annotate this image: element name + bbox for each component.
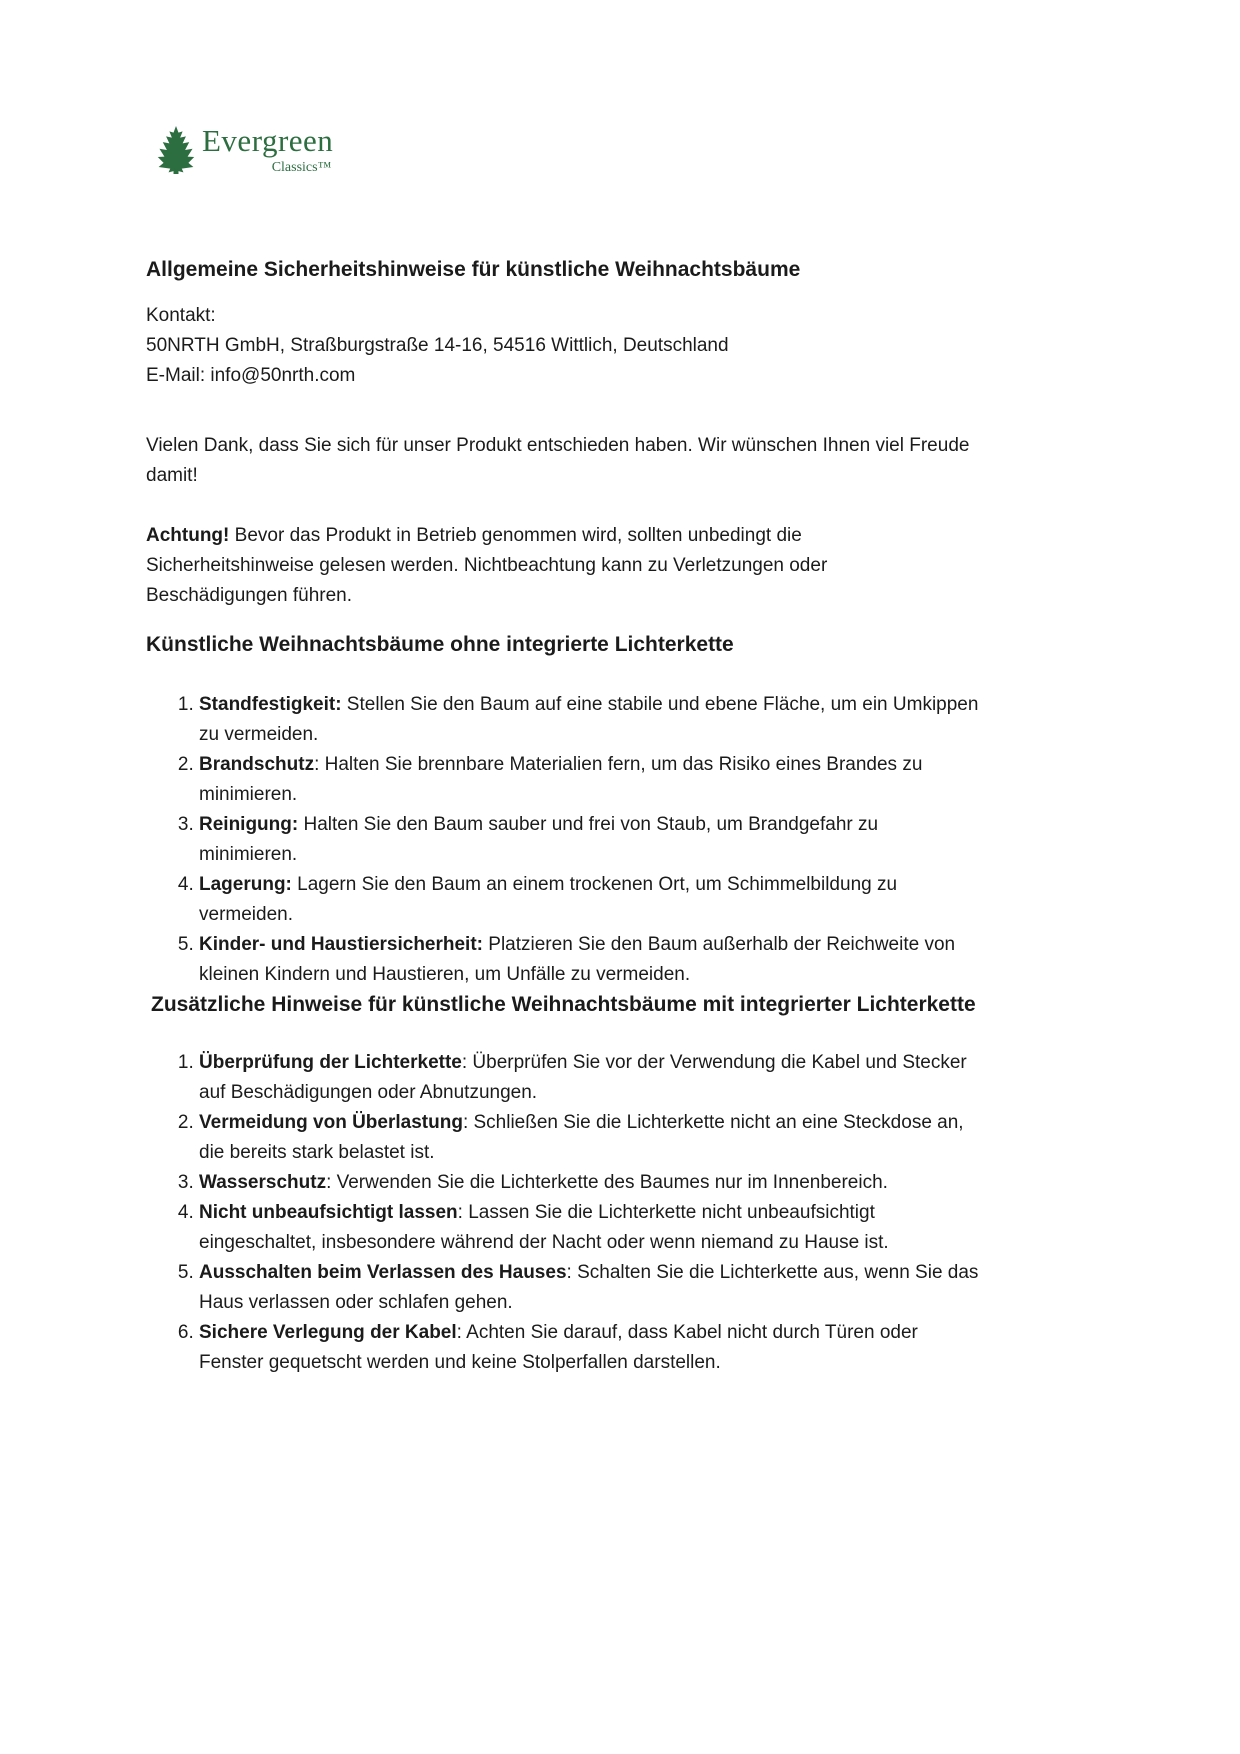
list-item (199, 870, 979, 930)
item-term: Sichere Verlegung der Kabel (199, 1322, 457, 1343)
item-term: Nicht unbeaufsichtigt lassen (199, 1202, 458, 1223)
brand-logo (146, 124, 1094, 177)
list-item (199, 1168, 979, 1198)
item-text: : Schließen Sie die Lichterkette nicht an eine Steckdose an, die bereits stark belastet ist. (199, 1112, 964, 1163)
list-item (199, 810, 979, 870)
item-term: Reinigung: (199, 814, 299, 835)
item-term: Lagerung: (199, 874, 292, 895)
safety-list-with-lights (146, 1048, 1094, 1378)
item-term: Brandschutz (199, 754, 315, 775)
item-text: : Achten Sie darauf, dass Kabel nicht durch Türen oder Fenster gequetscht werden und keine Stolperfallen darstellen. (199, 1322, 918, 1373)
item-term: Überprüfung der Lichterkette (199, 1052, 462, 1073)
item-term: Wasserschutz (199, 1172, 327, 1193)
section-heading-without-lights: Künstliche Weihnachtsbäume ohne integrierte Lichterkette (146, 633, 734, 656)
brand-name: Evergreen (202, 123, 334, 158)
contact-block (146, 301, 1094, 391)
list-item (199, 1318, 979, 1378)
list-item (199, 690, 979, 750)
item-text: : Verwenden Sie die Lichterkette des Baumes nur im Innenbereich. (326, 1172, 888, 1193)
item-text: : Überprüfen Sie vor der Verwendung die Kabel und Stecker auf Beschädigungen oder Abnutzungen. (199, 1052, 967, 1103)
item-text: : Schalten Sie die Lichterkette aus, wenn Sie das Haus verlassen oder schlafen gehen. (199, 1262, 979, 1313)
brand-subtitle: Classics™ (271, 160, 332, 175)
warning-text: Bevor das Produkt in Betrieb genommen wird, sollten unbedingt die Sicherheitshinweise gelesen werden. Nichtbeachtung kann zu Verletzungen oder Beschädigungen führen. (146, 525, 828, 606)
brand-wordmark (202, 124, 333, 175)
warning-paragraph (146, 521, 946, 611)
list-item (199, 1108, 979, 1168)
list-item (199, 750, 979, 810)
evergreen-tree-icon (154, 126, 198, 174)
intro-paragraph: Vielen Dank, dass Sie sich für unser Produkt entschieden haben. Wir wünschen Ihnen viel Freude damit! (146, 435, 970, 486)
item-text: Stellen Sie den Baum auf eine stabile und ebene Fläche, um ein Umkippen zu vermeiden. (199, 694, 979, 745)
list-item (199, 1258, 979, 1318)
list-item (199, 1048, 979, 1108)
safety-list-without-lights (146, 690, 1094, 990)
item-term: Ausschalten beim Verlassen des Hauses (199, 1262, 567, 1283)
list-item (199, 1198, 979, 1258)
item-text: : Lassen Sie die Lichterkette nicht unbeaufsichtigt eingeschaltet, insbesondere während der Nacht oder wenn niemand zu Hause ist. (199, 1202, 889, 1253)
item-text: Platzieren Sie den Baum außerhalb der Reichweite von kleinen Kindern und Haustieren, um Unfälle zu vermeiden. (199, 934, 956, 985)
item-text: Lagern Sie den Baum an einem trockenen Ort, um Schimmelbildung zu vermeiden. (199, 874, 898, 925)
item-term: Standfestigkeit: (199, 694, 342, 715)
section-heading-with-lights: Zusätzliche Hinweise für künstliche Weihnachtsbäume mit integrierter Lichterkette (151, 993, 976, 1016)
item-text: : Halten Sie brennbare Materialien fern, um das Risiko eines Brandes zu minimieren. (199, 754, 923, 805)
list-item (199, 930, 979, 990)
item-term: Vermeidung von Überlastung (199, 1112, 463, 1133)
item-term: Kinder- und Haustiersicherheit: (199, 934, 483, 955)
contact-email: E-Mail: info@50nrth.com (146, 365, 356, 386)
contact-address: 50NRTH GmbH, Straßburgstraße 14-16, 54516 Wittlich, Deutschland (146, 335, 729, 356)
warning-lead: Achtung! (146, 525, 230, 546)
contact-label: Kontakt: (146, 305, 216, 326)
item-text: Halten Sie den Baum sauber und frei von Staub, um Brandgefahr zu minimieren. (199, 814, 879, 865)
page-title: Allgemeine Sicherheitshinweise für künstliche Weihnachtsbäume (146, 258, 801, 281)
